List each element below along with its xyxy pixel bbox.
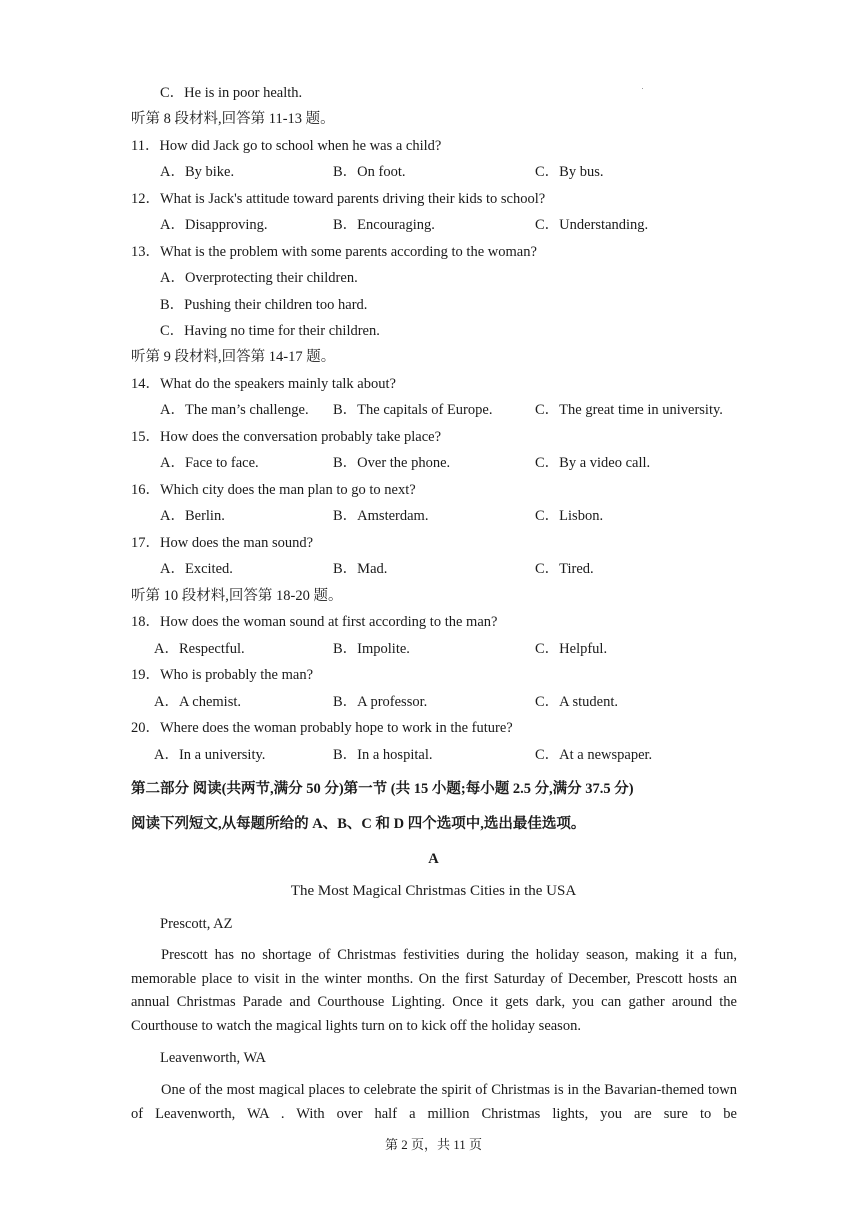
q19-stem: 19．Who is probably the man? [131,667,314,683]
q11-option-a: A．By bike. [160,164,235,180]
q12-stem: 12．What is Jack's attitude toward parents driving their kids to school? [131,191,546,207]
q20-stem: 20．Where does the woman probably hope to work in the future? [131,720,513,736]
q20-option-a: A．In a university. [154,747,266,763]
q15-option-c: C．By a video call. [535,455,651,471]
city-heading-leavenworth: Leavenworth, WA [160,1050,267,1066]
part2-instruction: 阅读下列短文,从每题所给的 A、B、C 和 D 四个选项中,选出最佳选项。 [131,816,586,832]
part2-heading: 第二部分 阅读(共两节,满分 50 分)第一节 (共 15 小题;每小题 2.5 分,满分 37.5 分) [131,781,634,797]
passage-label: A [428,851,439,867]
q18-stem: 18．How does the woman sound at first according to the man? [131,614,498,630]
q16-option-b: B．Amsterdam. [333,508,429,524]
page-footer: 第 2 页，共 11 页 [384,1137,483,1152]
q13-option-b: B．Pushing their children too hard. [160,297,368,313]
q11-stem: 11．How did Jack go to school when he was a child? [131,138,442,154]
q16-stem: 16．Which city does the man plan to go to next? [131,482,416,498]
q14-stem: 14．What do the speakers mainly talk about? [131,376,396,392]
q12-option-b: B．Encouraging. [333,217,435,233]
q16-option-a: A．Berlin. [160,508,225,524]
q10-option-c: C．He is in poor health. [160,85,303,101]
q17-option-a: A．Excited. [160,561,233,577]
q20-option-c: C．At a newspaper. [535,747,653,763]
q15-option-b: B．Over the phone. [333,455,451,471]
q18-option-c: C．Helpful. [535,641,608,657]
q15-option-a: A．Face to face. [160,455,259,471]
q13-option-a: A．Overprotecting their children. [160,270,358,286]
q17-option-c: C．Tired. [535,561,594,577]
q13-stem: 13．What is the problem with some parents according to the woman? [131,244,537,260]
q19-option-c: C．A student. [535,694,618,710]
q13-option-c: C．Having no time for their children. [160,323,380,339]
q19-option-b: B．A professor. [333,694,428,710]
paragraph-prescott: Prescott has no shortage of Christmas festivities during the holiday season, making it a fun, memorable place to visit in the winter months. On the first Saturday of December, Prescott hosts an annual Christmas Parade and Courthouse Lighting. Once it gets dark, you can gather around the Courthouse to watch the magical lights turn on to kick off the holiday season. [131,947,737,1034]
q20-option-b: B．In a hospital. [333,747,433,763]
q18-option-a: A．Respectful. [154,641,245,657]
q14-option-a: A．The man’s challenge. [160,402,309,418]
q12-option-c: C．Understanding. [535,217,649,233]
section-8-heading: 听第 8 段材料,回答第 11-13 题。 [131,111,335,127]
q18-option-b: B．Impolite. [333,641,410,657]
scan-speck [642,88,643,89]
q17-stem: 17．How does the man sound? [131,535,314,551]
section-9-heading: 听第 9 段材料,回答第 14-17 题。 [131,349,336,365]
q12-option-a: A．Disapproving. [160,217,268,233]
q19-option-a: A．A chemist. [154,694,241,710]
city-heading-prescott: Prescott, AZ [160,916,233,932]
q14-option-b: B．The capitals of Europe. [333,402,493,418]
section-10-heading: 听第 10 段材料,回答第 18-20 题。 [131,588,343,604]
passage-title: The Most Magical Christmas Cities in the USA [290,883,577,899]
paragraph-leavenworth: One of the most magical places to celebrate the spirit of Christmas is in the Bavarian-themed town of Leavenworth, WA . With over half a million Christmas lights, you are sure to be [131,1082,737,1122]
q17-option-b: B．Mad. [333,561,388,577]
q16-option-c: C．Lisbon. [535,508,604,524]
q15-stem: 15．How does the conversation probably take place? [131,429,442,445]
q14-option-c: C．The great time in university. [535,402,723,418]
q11-option-c: C．By bus. [535,164,604,180]
q11-option-b: B．On foot. [333,164,406,180]
